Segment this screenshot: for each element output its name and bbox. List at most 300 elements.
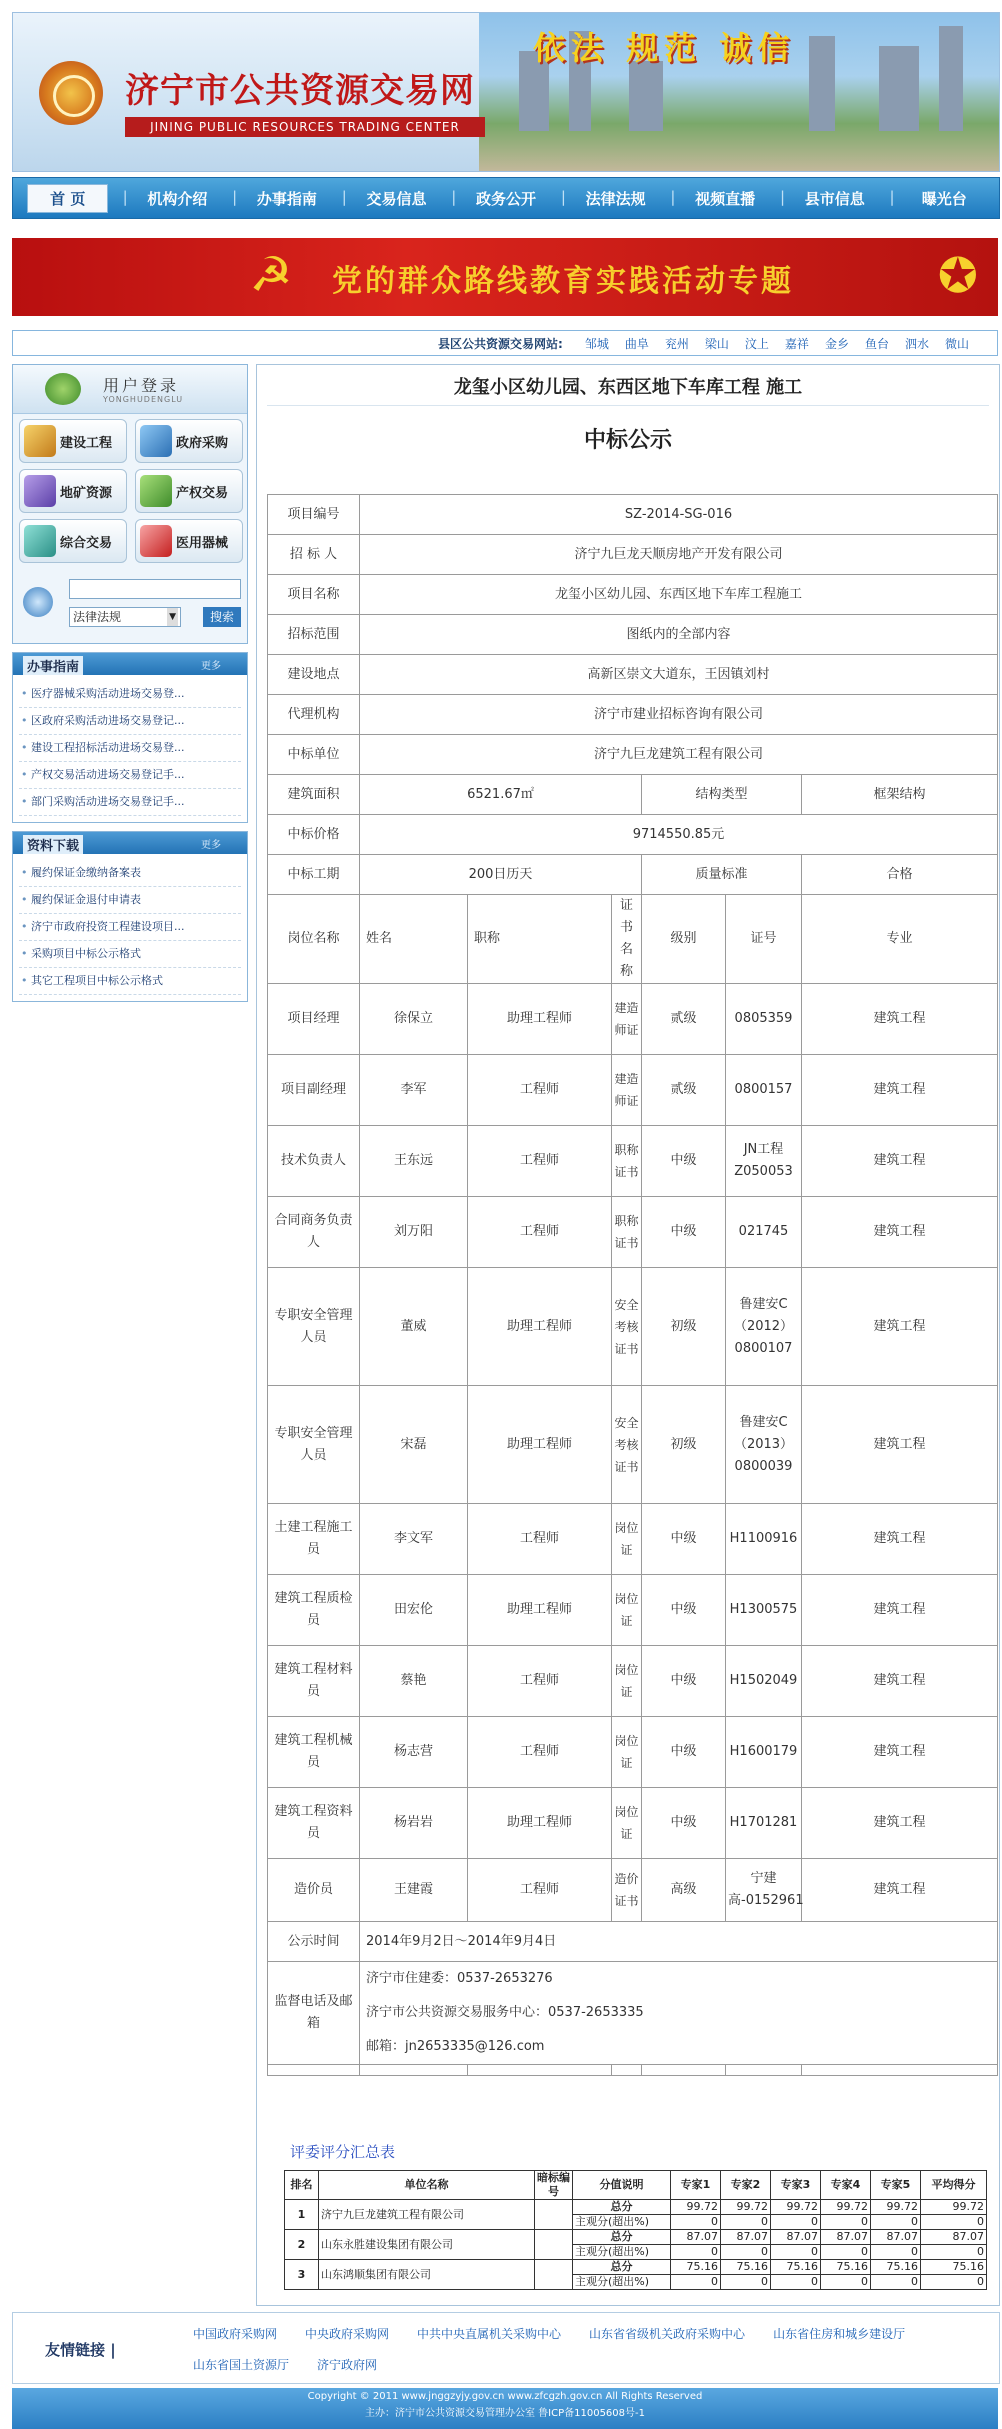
score-value: 75.16: [921, 2260, 987, 2275]
score-value: 99.72: [721, 2200, 771, 2215]
table-row: [268, 1197, 998, 1268]
staff-no: 0805359: [726, 984, 802, 1055]
comprehensive-icon: [24, 525, 56, 557]
column-header: 专家3: [771, 2171, 821, 2200]
column-header: 排名: [285, 2171, 319, 2200]
column-header: 职称: [468, 895, 612, 984]
staff-level: 中级: [642, 1126, 726, 1197]
table-row: [268, 495, 998, 535]
score-value: 99.72: [871, 2200, 921, 2215]
row-value: 框架结构: [802, 775, 998, 815]
row-label: 招标范围: [268, 615, 360, 655]
column-header: 专家5: [871, 2171, 921, 2200]
staff-cert: 岗位证: [612, 1646, 642, 1717]
staff-no: 鲁建安C（2012）0800107: [726, 1268, 802, 1386]
friend-link[interactable]: 中国政府采购网: [193, 2327, 278, 2341]
row-label: 代理机构: [268, 695, 360, 735]
table-row: [268, 1055, 998, 1126]
score-company: 济宁九巨龙建筑工程有限公司: [319, 2200, 535, 2230]
staff-no: H1600179: [726, 1717, 802, 1788]
staff-level: 中级: [642, 1197, 726, 1268]
score-value: 0: [671, 2245, 721, 2260]
score-value: 0: [821, 2275, 871, 2290]
guide-panel-title: 办事指南: [23, 656, 83, 675]
table-row: [268, 735, 998, 775]
column-header: 岗位名称: [268, 895, 360, 984]
score-company: 山东鸿顺集团有限公司: [319, 2260, 535, 2290]
staff-title: 助理工程师: [468, 1386, 612, 1504]
staff-no: H1701281: [726, 1788, 802, 1859]
staff-role: 造价员: [268, 1859, 360, 1922]
empty-cell: [802, 2065, 998, 2076]
notice-subtitle: 中标公示: [583, 427, 672, 453]
row-label: 中标单位: [268, 735, 360, 775]
row-value: 图纸内的全部内容: [360, 615, 998, 655]
score-value: 0: [871, 2275, 921, 2290]
friend-link[interactable]: 山东省省级机关政府采购中心: [589, 2327, 746, 2341]
staff-name: 刘万阳: [360, 1197, 468, 1268]
staff-name: 王东远: [360, 1126, 468, 1197]
empty-cell: [642, 2065, 726, 2076]
supervision-contacts: [360, 1962, 998, 2065]
staff-cert: 安全考核证书: [612, 1268, 642, 1386]
table-row: [268, 775, 998, 815]
staff-major: 建筑工程: [802, 1717, 998, 1788]
empty-cell: [726, 2065, 802, 2076]
staff-level: 中级: [642, 1575, 726, 1646]
table-row: [268, 1268, 998, 1386]
tile-construction[interactable]: 建设工程: [19, 419, 127, 463]
staff-major: 建筑工程: [802, 1788, 998, 1859]
score-value: 87.07: [671, 2230, 721, 2245]
score-value: 75.16: [871, 2260, 921, 2275]
procurement-icon: [140, 425, 172, 457]
score-value: 99.72: [771, 2200, 821, 2215]
county-links-bar: [12, 330, 998, 356]
empty-cell: [612, 2065, 642, 2076]
table-row: [285, 2200, 987, 2215]
score-value: 87.07: [821, 2230, 871, 2245]
score-value: 0: [771, 2245, 821, 2260]
score-value: 75.16: [821, 2260, 871, 2275]
staff-name: 蔡艳: [360, 1646, 468, 1717]
staff-cert: 建造师证: [612, 1055, 642, 1126]
search-icon: [23, 587, 53, 617]
county-link[interactable]: 邹城: [584, 336, 609, 351]
staff-cert: 岗位证: [612, 1575, 642, 1646]
campaign-banner[interactable]: [12, 238, 998, 316]
score-value: 0: [871, 2245, 921, 2260]
staff-major: 建筑工程: [802, 984, 998, 1055]
staff-title: 助理工程师: [468, 1575, 612, 1646]
score-code: [535, 2230, 573, 2260]
score-value: 87.07: [721, 2230, 771, 2245]
staff-name: 宋磊: [360, 1386, 468, 1504]
friend-link[interactable]: 山东省住房和城乡建设厅: [773, 2327, 906, 2341]
friend-links-title: 友情链接 |: [45, 2339, 116, 2360]
staff-cert: 岗位证: [612, 1504, 642, 1575]
staff-title: 工程师: [468, 1717, 612, 1788]
county-link[interactable]: 微山: [944, 336, 969, 351]
empty-cell: [468, 2065, 612, 2076]
staff-level: 初级: [642, 1268, 726, 1386]
staff-name: 杨岩岩: [360, 1788, 468, 1859]
county-link[interactable]: 鱼台: [864, 336, 889, 351]
staff-major: 建筑工程: [802, 1197, 998, 1268]
staff-name: 徐保立: [360, 984, 468, 1055]
county-link[interactable]: 嘉祥: [784, 336, 809, 351]
table-row: [268, 695, 998, 735]
contact-line: 济宁市住建委：0537-2653276: [366, 1971, 553, 1986]
staff-title: 助理工程师: [468, 1788, 612, 1859]
staff-level: 中级: [642, 1646, 726, 1717]
friend-link[interactable]: 济宁政府网: [317, 2358, 378, 2372]
login-box: [12, 364, 248, 644]
county-link[interactable]: 金乡: [824, 336, 849, 351]
tile-procurement[interactable]: 政府采购: [135, 419, 243, 463]
staff-no: 0800157: [726, 1055, 802, 1126]
staff-major: 建筑工程: [802, 1386, 998, 1504]
property-icon: [140, 475, 172, 507]
row-value: 济宁九巨龙建筑工程有限公司: [360, 735, 998, 775]
score-value: 75.16: [771, 2260, 821, 2275]
table-row: [268, 855, 998, 895]
header-slogan: 依法 规范 诚信: [533, 29, 796, 67]
table-row: [268, 984, 998, 1055]
staff-name: 李文军: [360, 1504, 468, 1575]
staff-title: 工程师: [468, 1055, 612, 1126]
table-header-row: [268, 895, 998, 984]
left-sidebar: [12, 364, 248, 1002]
staff-title: 助理工程师: [468, 1268, 612, 1386]
county-link[interactable]: 泗水: [904, 336, 929, 351]
score-value: 99.72: [671, 2200, 721, 2215]
staff-no: H1100916: [726, 1504, 802, 1575]
table-row: [268, 655, 998, 695]
list-item[interactable]: • 医疗器械采购活动进场交易登...: [19, 681, 241, 708]
score-rank: 1: [285, 2200, 319, 2230]
staff-role: 建筑工程材料员: [268, 1646, 360, 1717]
row-value: 合格: [802, 855, 998, 895]
score-value: 0: [921, 2245, 987, 2260]
tile-comprehensive[interactable]: 综合交易: [19, 519, 127, 563]
party-emblem-icon: ✪: [937, 248, 978, 304]
staff-role: 建筑工程机械员: [268, 1717, 360, 1788]
site-name: 济宁市公共资源交易网: [125, 71, 475, 111]
table-row: [285, 2260, 987, 2275]
notice-title: 龙玺小区幼儿园、东西区地下车库工程 施工: [453, 377, 803, 398]
staff-no: H1300575: [726, 1575, 802, 1646]
staff-no: 021745: [726, 1197, 802, 1268]
row-value: 龙玺小区幼儿园、东西区地下车库工程施工: [360, 575, 998, 615]
row-label: 建设地点: [268, 655, 360, 695]
score-title: 评委评分汇总表: [290, 2143, 396, 2161]
column-header: 级别: [642, 895, 726, 984]
sponsor-text: 主办：济宁市公共资源交易管理办公室 鲁ICP备11005608号-1: [364, 2408, 645, 2419]
score-sub-label: 主观分(超出%): [573, 2215, 671, 2230]
contact-line: 邮箱：jn2653335@126.com: [366, 2039, 545, 2054]
staff-title: 工程师: [468, 1197, 612, 1268]
banner-text: 党的群众路线教育实践活动专题: [332, 264, 794, 299]
county-link[interactable]: 梁山: [704, 336, 729, 351]
score-table: [284, 2170, 987, 2290]
empty-cell: [360, 2065, 468, 2076]
column-header: 专业: [802, 895, 998, 984]
column-header: 平均得分: [921, 2171, 987, 2200]
county-bar-label: 县区公共资源交易网站:: [438, 336, 563, 351]
tile-mineral[interactable]: 地矿资源: [19, 469, 127, 513]
table-row: [285, 2230, 987, 2245]
nav-item-about[interactable]: | 机构介绍: [123, 188, 233, 209]
table-row: [268, 615, 998, 655]
staff-no: JN工程Z050053: [726, 1126, 802, 1197]
staff-level: 中级: [642, 1788, 726, 1859]
score-value: 0: [721, 2245, 771, 2260]
staff-major: 建筑工程: [802, 1055, 998, 1126]
site-logo-icon: [39, 61, 103, 125]
staff-name: 李军: [360, 1055, 468, 1126]
column-header: 分值说明: [573, 2171, 671, 2200]
search-category-select[interactable]: 法律法规 ▼: [69, 607, 181, 627]
column-header: 证书名称: [612, 895, 642, 984]
staff-role: 技术负责人: [268, 1126, 360, 1197]
staff-name: 田宏伦: [360, 1575, 468, 1646]
score-rank: 3: [285, 2260, 319, 2290]
table-row: [268, 1646, 998, 1717]
main-nav: [12, 177, 1000, 219]
column-header: 暗标编号: [535, 2171, 573, 2200]
site-footer: [12, 2388, 998, 2429]
staff-major: 建筑工程: [802, 1504, 998, 1575]
notice-content: [256, 364, 1000, 2306]
county-link[interactable]: 兖州: [664, 336, 689, 351]
list-item[interactable]: • 其它工程项目中标公示格式: [19, 968, 241, 995]
table-row: [268, 2065, 998, 2076]
list-item[interactable]: • 产权交易活动进场交易登记手...: [19, 762, 241, 789]
table-row: [268, 575, 998, 615]
score-value: 0: [921, 2215, 987, 2230]
login-icon: [45, 373, 81, 405]
table-row: [268, 1922, 998, 1962]
column-header: 专家1: [671, 2171, 721, 2200]
score-value: 75.16: [671, 2260, 721, 2275]
nav-item-county[interactable]: | 县市信息: [780, 188, 890, 209]
staff-cert: 建造师证: [612, 984, 642, 1055]
score-value: 75.16: [721, 2260, 771, 2275]
staff-major: 建筑工程: [802, 1646, 998, 1717]
score-sub-label: 主观分(超出%): [573, 2245, 671, 2260]
column-header: 证号: [726, 895, 802, 984]
table-row: [268, 1962, 998, 2065]
login-header[interactable]: [13, 365, 247, 414]
score-sub-label: 总分: [573, 2260, 671, 2275]
copyright-text: Copyright © 2011 www.jnggzyjy.gov.cn www.zfcgzh.gov.cn All Rights Reserved: [307, 2391, 703, 2402]
score-value: 0: [771, 2215, 821, 2230]
staff-level: 初级: [642, 1386, 726, 1504]
list-item[interactable]: • 履约保证金退付申请表: [19, 887, 241, 914]
nav-item-affairs[interactable]: | 政务公开: [451, 188, 561, 209]
row-label: 公示时间: [268, 1922, 360, 1962]
row-label: 建筑面积: [268, 775, 360, 815]
list-item[interactable]: • 履约保证金缴纳备案表: [19, 860, 241, 887]
staff-name: 杨志营: [360, 1717, 468, 1788]
table-row: [268, 1126, 998, 1197]
staff-role: 专职安全管理人员: [268, 1268, 360, 1386]
row-label: 中标工期: [268, 855, 360, 895]
tile-medical[interactable]: 医用器械: [135, 519, 243, 563]
list-item[interactable]: • 部门采购活动进场交易登记手...: [19, 789, 241, 816]
score-value: 99.72: [821, 2200, 871, 2215]
staff-name: 王建霞: [360, 1859, 468, 1922]
staff-role: 合同商务负责人: [268, 1197, 360, 1268]
nav-item-home[interactable]: 首 页: [13, 184, 123, 213]
score-company: 山东永胜建设集团有限公司: [319, 2230, 535, 2260]
row-value: 9714550.85元: [360, 815, 998, 855]
staff-name: 董威: [360, 1268, 468, 1386]
login-title: 用户登录: [103, 376, 180, 395]
score-value: 0: [671, 2215, 721, 2230]
staff-cert: 岗位证: [612, 1788, 642, 1859]
row-label: 项目名称: [268, 575, 360, 615]
table-row: [268, 1386, 998, 1504]
staff-role: 专职安全管理人员: [268, 1386, 360, 1504]
staff-no: 宁建高-0152961: [726, 1859, 802, 1922]
column-header: 姓名: [360, 895, 468, 984]
row-value: 济宁市建业招标咨询有限公司: [360, 695, 998, 735]
staff-cert: 职称证书: [612, 1197, 642, 1268]
nav-item-live[interactable]: | 视频直播: [670, 188, 780, 209]
staff-major: 建筑工程: [802, 1268, 998, 1386]
row-value: 高新区崇文大道东，王因镇刘村: [360, 655, 998, 695]
list-item[interactable]: • 区政府采购活动进场交易登记...: [19, 708, 241, 735]
party-emblem-icon: ☭: [249, 247, 293, 303]
list-item[interactable]: • 采购项目中标公示格式: [19, 941, 241, 968]
tile-property[interactable]: 产权交易: [135, 469, 243, 513]
search-input[interactable]: [69, 579, 241, 599]
nav-item-exposure[interactable]: | 曝光台: [890, 188, 1000, 209]
staff-level: 中级: [642, 1504, 726, 1575]
staff-title: 工程师: [468, 1646, 612, 1717]
download-panel: [12, 831, 248, 1002]
score-value: 0: [721, 2275, 771, 2290]
award-info-table: [267, 494, 998, 2076]
staff-major: 建筑工程: [802, 1126, 998, 1197]
login-subtitle: YONGHUDENGLU: [103, 395, 184, 404]
staff-role: 土建工程施工员: [268, 1504, 360, 1575]
score-value: 87.07: [871, 2230, 921, 2245]
staff-major: 建筑工程: [802, 1859, 998, 1922]
download-more-link[interactable]: 更多: [201, 840, 221, 851]
site-search: [19, 577, 243, 637]
site-header: [12, 12, 1000, 172]
score-sub-label: 总分: [573, 2200, 671, 2215]
row-value: 济宁九巨龙天顺房地产开发有限公司: [360, 535, 998, 575]
score-value: 0: [721, 2215, 771, 2230]
staff-role: 项目经理: [268, 984, 360, 1055]
staff-title: 工程师: [468, 1859, 612, 1922]
staff-no: H1502049: [726, 1646, 802, 1717]
medical-kit-icon: [140, 525, 172, 557]
row-value: 200日历天: [360, 855, 642, 895]
table-row: [268, 815, 998, 855]
score-value: 0: [871, 2215, 921, 2230]
row-value: 2014年9月2日～2014年9月4日: [360, 1922, 998, 1962]
friend-link[interactable]: 中央政府采购网: [305, 2327, 390, 2341]
staff-level: 高级: [642, 1859, 726, 1922]
nav-item-trading[interactable]: | 交易信息: [342, 188, 452, 209]
score-code: [535, 2200, 573, 2230]
staff-level: 贰级: [642, 984, 726, 1055]
row-label: 质量标准: [642, 855, 802, 895]
staff-no: 鲁建安C（2013）0800039: [726, 1386, 802, 1504]
staff-major: 建筑工程: [802, 1575, 998, 1646]
table-header-row: [285, 2171, 987, 2200]
nav-item-laws[interactable]: | 法律法规: [561, 188, 671, 209]
score-code: [535, 2260, 573, 2290]
column-header: 专家2: [721, 2171, 771, 2200]
score-value: 0: [921, 2275, 987, 2290]
site-name-en: JINING PUBLIC RESOURCES TRADING CENTER: [125, 117, 485, 137]
table-row: [268, 1717, 998, 1788]
table-row: [268, 1859, 998, 1922]
search-button[interactable]: 搜索: [203, 607, 241, 627]
score-value: 0: [821, 2245, 871, 2260]
score-rank: 2: [285, 2230, 319, 2260]
staff-role: 建筑工程资料员: [268, 1788, 360, 1859]
friend-links: [12, 2312, 1000, 2384]
staff-role: 建筑工程质检员: [268, 1575, 360, 1646]
staff-level: 贰级: [642, 1055, 726, 1126]
county-link[interactable]: 汶上: [744, 336, 769, 351]
staff-cert: 造价证书: [612, 1859, 642, 1922]
table-row: [268, 1504, 998, 1575]
score-sub-label: 总分: [573, 2230, 671, 2245]
staff-title: 助理工程师: [468, 984, 612, 1055]
guide-panel: [12, 652, 248, 823]
building-icon: [24, 425, 56, 457]
score-summary: [268, 2141, 988, 2290]
table-row: [268, 1788, 998, 1859]
staff-role: 项目副经理: [268, 1055, 360, 1126]
empty-cell: [268, 2065, 360, 2076]
row-value: 6521.67㎡: [360, 775, 642, 815]
staff-cert: 岗位证: [612, 1717, 642, 1788]
table-row: [268, 535, 998, 575]
county-link[interactable]: 曲阜: [624, 336, 649, 351]
score-value: 0: [771, 2275, 821, 2290]
table-row: [268, 1575, 998, 1646]
column-header: 单位名称: [319, 2171, 535, 2200]
row-label: 结构类型: [642, 775, 802, 815]
staff-title: 工程师: [468, 1126, 612, 1197]
nav-item-guide[interactable]: | 办事指南: [232, 188, 342, 209]
guide-more-link[interactable]: 更多: [201, 661, 221, 672]
staff-level: 中级: [642, 1717, 726, 1788]
row-value: SZ-2014-SG-016: [360, 495, 998, 535]
mineral-icon: [24, 475, 56, 507]
row-label: 监督电话及邮箱: [268, 1962, 360, 2065]
friend-link[interactable]: 中共中央直属机关采购中心: [417, 2327, 562, 2341]
friend-link[interactable]: 山东省国土资源厅: [193, 2358, 290, 2372]
column-header: 专家4: [821, 2171, 871, 2200]
score-value: 99.72: [921, 2200, 987, 2215]
list-item[interactable]: • 济宁市政府投资工程建设项目...: [19, 914, 241, 941]
row-label: 项目编号: [268, 495, 360, 535]
staff-title: 工程师: [468, 1504, 612, 1575]
score-value: 87.07: [771, 2230, 821, 2245]
score-value: 0: [671, 2275, 721, 2290]
list-item[interactable]: • 建设工程招标活动进场交易登...: [19, 735, 241, 762]
